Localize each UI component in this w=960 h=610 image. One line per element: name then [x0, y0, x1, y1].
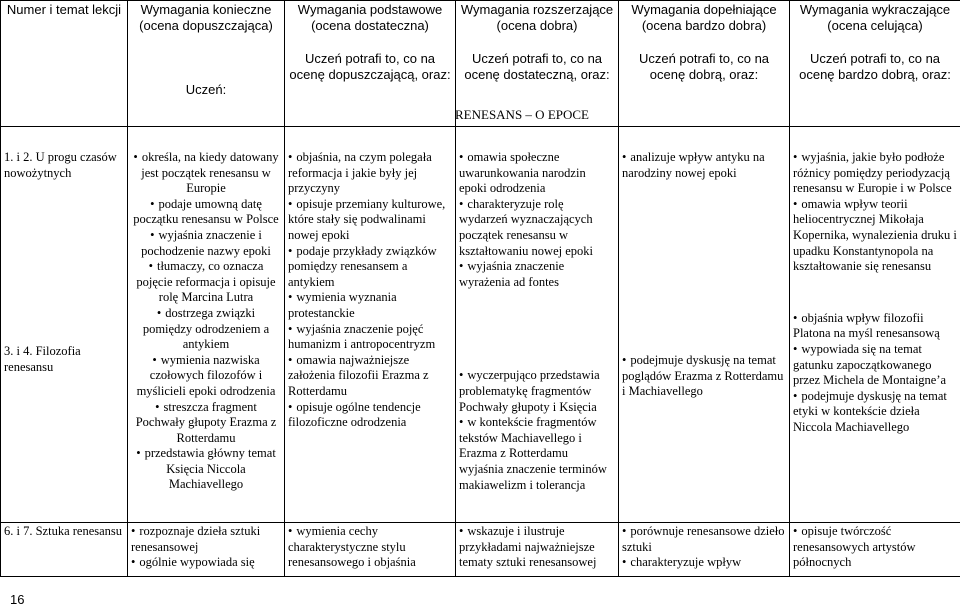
list-item: • omawia wpływ teorii heliocentrycznej Mikołaja Kopernika, wynalezienia druku i upadku Konstantynopola na kształtowanie się renesansu: [793, 197, 957, 275]
list-item: • wymienia nazwiska czołowych filozofów i myślicieli epoki odrodzenia: [131, 353, 281, 400]
header-lesson: Numer i temat lekcji: [1, 1, 128, 127]
header-required: Wymagania konieczne (ocena dopuszczająca) Uczeń:: [128, 1, 285, 127]
list-item: • porównuje renesansowe dzieło sztuki: [622, 524, 786, 555]
extended-cell: [456, 127, 619, 523]
list-item: • charakteryzuje rolę wydarzeń wyznaczających początek renesansu w kształtowaniu nowej epoki: [459, 197, 615, 259]
basic-list-a: [288, 150, 452, 353]
basic-list-art: [288, 524, 452, 571]
header-complementary: Wymagania dopełniające (ocena bardzo dobra) Uczeń potrafi to, co na ocenę dobrą, oraz:: [619, 1, 790, 127]
complementary-cell-art: [619, 523, 790, 577]
required-list-b: [131, 353, 281, 493]
required-list-a: [131, 150, 281, 353]
list-item: • dostrzega związki pomiędzy odrodzeniem a antykiem: [131, 306, 281, 353]
page-number: 16: [10, 592, 25, 607]
required-list-art: [131, 524, 281, 571]
header-basic: Wymagania podstawowe (ocena dostateczna) Uczeń potrafi to, co na ocenę dopuszczającą, oraz:: [285, 1, 456, 127]
extended-list-a: [459, 150, 615, 290]
list-item: • podaje umowną datę początku renesansu w Polsce: [131, 197, 281, 228]
list-item: • charakteryzuje wpływ: [622, 555, 786, 571]
list-item: • ogólnie wypowiada się: [131, 555, 281, 571]
renaissance-row: [1, 127, 960, 523]
list-item: • omawia najważniejsze założenia filozofii Erazma z Rotterdamu: [288, 353, 452, 400]
required-cell: [128, 127, 285, 523]
list-item: • podejmuje dyskusję na temat poglądów Erazma z Rotterdamu i Machiavellego: [622, 353, 786, 400]
exceeding-list-a: [793, 150, 957, 275]
header-exceeding: Wymagania wykraczające (ocena celująca) Uczeń potrafi to, co na ocenę bardzo dobrą, oraz:: [790, 1, 960, 127]
exceeding-list-art: [793, 524, 957, 571]
extended-cell-art: [456, 523, 619, 577]
list-item: • wymienia cechy charakterystyczne stylu renesansowego i objaśnia: [288, 524, 452, 571]
required-cell-art: [128, 523, 285, 577]
complementary-list-a: [622, 150, 786, 181]
list-item: • podejmuje dyskusję na temat etyki w kontekście dzieła Niccola Machiavellego: [793, 389, 957, 436]
list-item: • określa, na kiedy datowany jest początek renesansu w Europie: [131, 150, 281, 197]
list-item: • rozpoznaje dzieła sztuki renesansowej: [131, 524, 281, 555]
list-item: • streszcza fragment Pochwały głupoty Erazma z Rotterdamu: [131, 400, 281, 447]
list-item: • wymienia wyznania protestanckie: [288, 290, 452, 321]
list-item: • objaśnia, na czym polegała reformacja i jakie były jej przyczyny: [288, 150, 452, 197]
complementary-cell: [619, 127, 790, 523]
list-item: • analizuje wpływ antyku na narodziny nowej epoki: [622, 150, 786, 181]
list-item: • opisuje twórczość renesansowych artystów północnych: [793, 524, 957, 571]
exceeding-cell-art: [790, 523, 960, 577]
exceeding-cell: [790, 127, 960, 523]
list-item: • wyjaśnia znaczenie pojęć humanizm i antropocentryzm: [288, 322, 452, 353]
list-item: • w kontekście fragmentów tekstów Machiavellego i Erazma z Rotterdamu wyjaśnia znaczenie terminów makiawelizm i tolerancja: [459, 415, 615, 493]
list-item: • wypowiada się na temat gatunku zapoczątkowanego przez Michela de Montaigne’a: [793, 342, 957, 389]
complementary-list-art: [622, 524, 786, 571]
header-extended: Wymagania rozszerzające (ocena dobra) Uczeń potrafi to, co na ocenę dostateczną, oraz:: [456, 1, 619, 127]
list-item: • omawia społeczne uwarunkowania narodzin epoki odrodzenia: [459, 150, 615, 197]
list-item: • opisuje przemiany kulturowe, które stały się podwalinami nowej epoki: [288, 197, 452, 244]
list-item: • wskazuje i ilustruje przykładami najważniejsze tematy sztuki renesansowej: [459, 524, 615, 571]
basic-cell-art: [285, 523, 456, 577]
lesson-cell: [1, 127, 128, 523]
lesson-6-7: 6. i 7. Sztuka renesansu: [1, 523, 128, 577]
era-heading: RENESANS – O EPOCE: [455, 107, 589, 122]
list-item: • wyjaśnia znaczenie wyrażenia ad fontes: [459, 259, 615, 290]
lesson-1-2: 1. i 2. U progu czasów nowożytnych: [4, 150, 117, 180]
list-item: • wyjaśnia znaczenie i pochodzenie nazwy epoki: [131, 228, 281, 259]
list-item: • wyjaśnia, jakie było podłoże różnicy pomiędzy periodyzacją renesansu w Europie i w Polsce: [793, 150, 957, 197]
basic-cell: [285, 127, 456, 523]
art-row: [1, 523, 960, 577]
list-item: • opisuje ogólne tendencje filozoficzne odrodzenia: [288, 400, 452, 431]
list-item: • przedstawia główny temat Księcia Niccola Machiavellego: [131, 446, 281, 493]
list-item: • wyczerpująco przedstawia problematykę fragmentów Pochwały głupoty i Księcia: [459, 368, 615, 415]
extended-list-b: [459, 368, 615, 493]
exceeding-list-b: [793, 311, 957, 436]
basic-list-b: [288, 353, 452, 431]
list-item: • tłumaczy, co oznacza pojęcie reformacja i opisuje rolę Marcina Lutra: [131, 259, 281, 306]
list-item: • podaje przykłady związków pomiędzy renesansem a antykiem: [288, 244, 452, 291]
extended-list-art: [459, 524, 615, 571]
lesson-3-4: 3. i 4. Filozofia renesansu: [4, 344, 81, 374]
complementary-list-b: [622, 353, 786, 400]
list-item: • objaśnia wpływ filozofii Platona na myśl renesansową: [793, 311, 957, 342]
